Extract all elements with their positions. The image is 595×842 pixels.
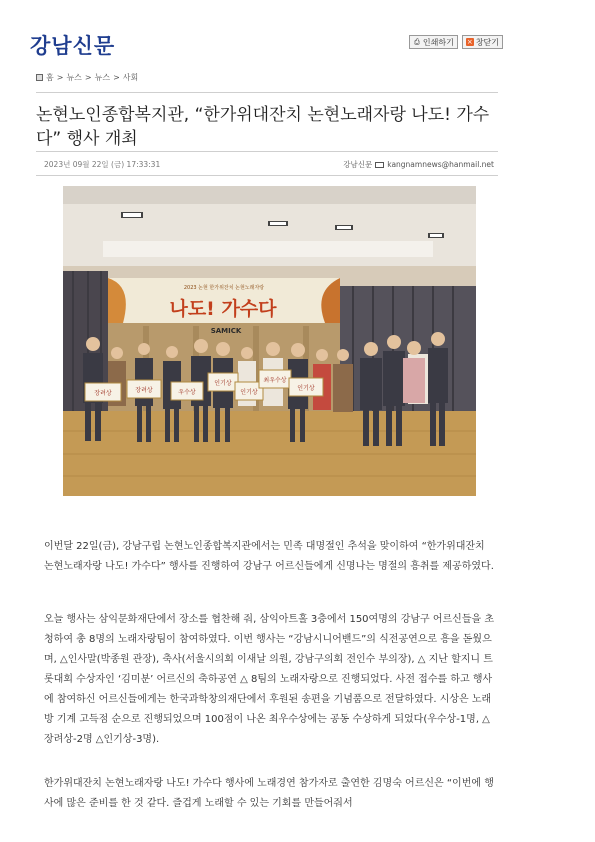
article-byline	[343, 159, 494, 170]
breadcrumb-separator: >	[113, 73, 120, 82]
award-label: 인기상	[240, 389, 258, 396]
article-date: 2023년 09월 22일 (금) 17:33:31	[44, 160, 161, 169]
article-paragraph: 오늘 행사는 삼익문화재단에서 장소를 협찬해 줘, 삼익아트홀 3층에서 150여명의 강남구 어르신들을 초청하여 총 8명의 노래자랑팀이 참여하였다. 이번 행사는 “강남시니어밴드”의 식전공연으로 흥을 돋웠으며, △인사말(박종원 관장), 축사(서울시의회 이새날 의원, 강남구의회 전인수 부의장), △ 지난 할지니 트롯대회 수상자인 ‘김미분’ 어르신의 축하공연 △ 8팀의 노래자랑으로 진행되었다. 사전 접수를 하고 행사에 참여하신 어르신들에게는 한국과학창의재단에서 후원된 송편을 기념품으로 전달하였다. 시상은 노래방 기계 고득점 순으로 진행되었으며 100점이 나온 최우수상에는 공동 수상하게 되었다(우수상-1명, △장려상-2명 △인기상-3명).	[44, 614, 494, 745]
breadcrumb-news-sub[interactable]: 뉴스	[94, 73, 111, 82]
award-label: 최우수상	[263, 377, 287, 384]
close-window-button[interactable]	[462, 35, 503, 49]
award-label: 우수상	[178, 389, 196, 396]
print-button[interactable]	[409, 35, 458, 49]
article-title: 논현노인종합복지관, “한가위대잔치 논현노래자랑 나도! 가수다” 행사 개최	[36, 105, 490, 149]
article-paragraph: 한가위대잔치 논현노래자랑 나도! 가수다 행사에 노래경연 참가자로 출연한 김명숙 어르신은 “이번에 행사에 많은 준비를 한 것 같다. 즐겁게 노래할 수 있는 기회를 만들어줘서	[44, 778, 494, 809]
article-email[interactable]: kangnamnews@hanmail.net	[387, 160, 494, 169]
breadcrumb-society[interactable]: 사회	[122, 73, 139, 82]
close-icon: ×	[466, 38, 473, 46]
breadcrumb-news[interactable]: 뉴스	[66, 73, 82, 82]
close-label: 창닫기	[475, 37, 499, 47]
article-paragraph: 이번달 22일(금), 강남구립 논현노인종합복지관에서는 민족 대명절인 추석을 맞이하여 “한가위대잔치 논현노래자랑 나도! 가수다” 행사를 진행하여 강남구 어르신들에게 신명나는 명절의 흥취를 제공하였다.	[44, 541, 494, 572]
divider	[36, 175, 498, 176]
breadcrumb	[36, 72, 138, 83]
print-label: 인쇄하기	[422, 37, 454, 47]
mail-icon[interactable]	[375, 162, 384, 168]
site-header	[0, 0, 595, 60]
award-label: 인기상	[297, 385, 315, 392]
award-label: 장려상	[135, 387, 153, 394]
award-label: 인기상	[214, 380, 232, 387]
divider	[36, 151, 498, 152]
event-photo-illustration	[63, 186, 476, 496]
award-label: 장려상	[94, 390, 112, 397]
printer-icon: ⎙	[414, 38, 420, 46]
header-actions	[409, 35, 503, 49]
breadcrumb-home[interactable]: 홈	[46, 73, 54, 82]
article-author: 강남신문	[343, 160, 373, 169]
breadcrumb-separator: >	[84, 73, 92, 82]
home-icon[interactable]	[36, 74, 43, 81]
divider	[36, 92, 498, 93]
article-photo	[63, 186, 476, 496]
breadcrumb-separator: >	[56, 73, 64, 82]
site-logo[interactable]: 강남신문	[30, 34, 116, 58]
banner-small-text: 2023 논현 한가위잔치 논현노래자랑	[183, 285, 265, 291]
sponsor-logo-text: SAMICK	[210, 327, 242, 335]
banner-main-text: 나도! 가수다	[169, 298, 277, 320]
